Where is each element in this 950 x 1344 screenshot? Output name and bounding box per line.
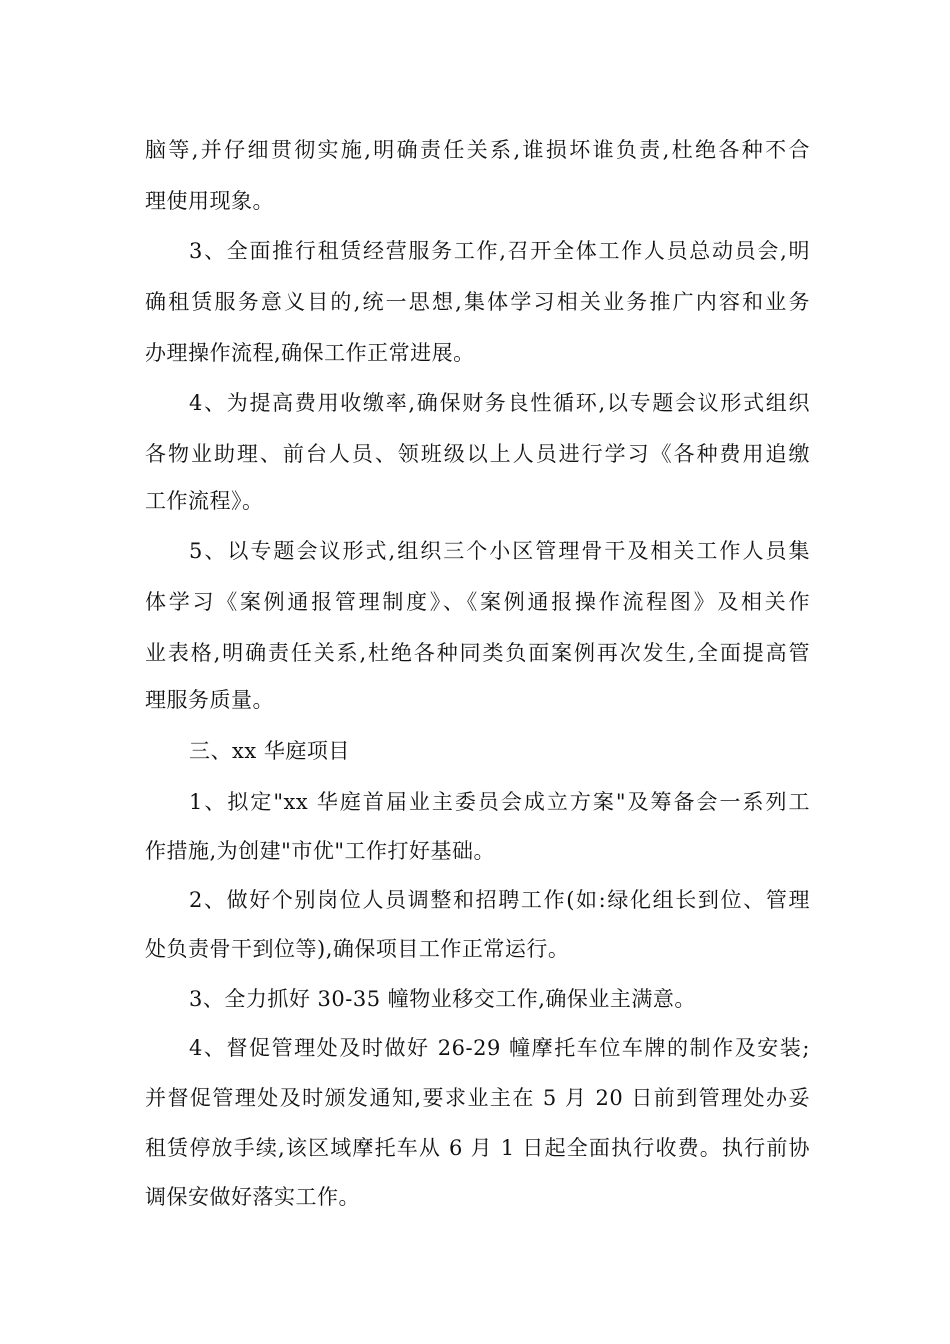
paragraph-line: 理使用现象。	[145, 189, 274, 213]
paragraph-line: 2、做好个别岗位人员调整和招聘工作(如:绿化组长到位、管理	[189, 888, 810, 912]
paragraph-line: 3、全面推行租赁经营服务工作,召开全体工作人员总动员会,明	[189, 239, 810, 263]
paragraph-line: 各物业助理、前台人员、领班级以上人员进行学习《各种费用追缴	[145, 442, 810, 466]
section-heading: 三、xx 华庭项目	[189, 739, 350, 763]
paragraph-line: 作措施,为创建"市优"工作打好基础。	[145, 839, 495, 863]
paragraph-line: 体学习《案例通报管理制度》、《案例通报操作流程图》及相关作	[145, 590, 810, 614]
paragraph-line: 处负责骨干到位等),确保项目工作正常运行。	[145, 937, 570, 961]
paragraph-line: 调保安做好落实工作。	[145, 1185, 360, 1209]
paragraph-line: 确租赁服务意义目的,统一思想,集体学习相关业务推广内容和业务	[145, 290, 810, 314]
paragraph-line: 1、拟定"xx 华庭首届业主委员会成立方案"及筹备会一系列工	[189, 790, 810, 814]
paragraph-line: 租赁停放手续,该区域摩托车从 6 月 1 日起全面执行收费。执行前协	[145, 1136, 810, 1160]
paragraph-line: 3、全力抓好 30-35 幢物业移交工作,确保业主满意。	[189, 987, 696, 1011]
paragraph-line: 4、督促管理处及时做好 26-29 幢摩托车位车牌的制作及安装;	[189, 1036, 810, 1060]
paragraph-line: 业表格,明确责任关系,杜绝各种同类负面案例再次发生,全面提高管	[145, 641, 810, 665]
paragraph-line: 工作流程》。	[145, 489, 264, 513]
paragraph-line: 4、为提高费用收缴率,确保财务良性循环,以专题会议形式组织	[189, 391, 810, 415]
paragraph-line: 办理操作流程,确保工作正常进展。	[145, 341, 475, 365]
paragraph-line: 并督促管理处及时颁发通知,要求业主在 5 月 20 日前到管理处办妥	[145, 1086, 810, 1110]
paragraph-line: 5、以专题会议形式,组织三个小区管理骨干及相关工作人员集	[189, 539, 810, 563]
paragraph-line: 脑等,并仔细贯彻实施,明确责任关系,谁损坏谁负责,杜绝各种不合	[145, 138, 810, 162]
paragraph-line: 理服务质量。	[145, 688, 274, 712]
